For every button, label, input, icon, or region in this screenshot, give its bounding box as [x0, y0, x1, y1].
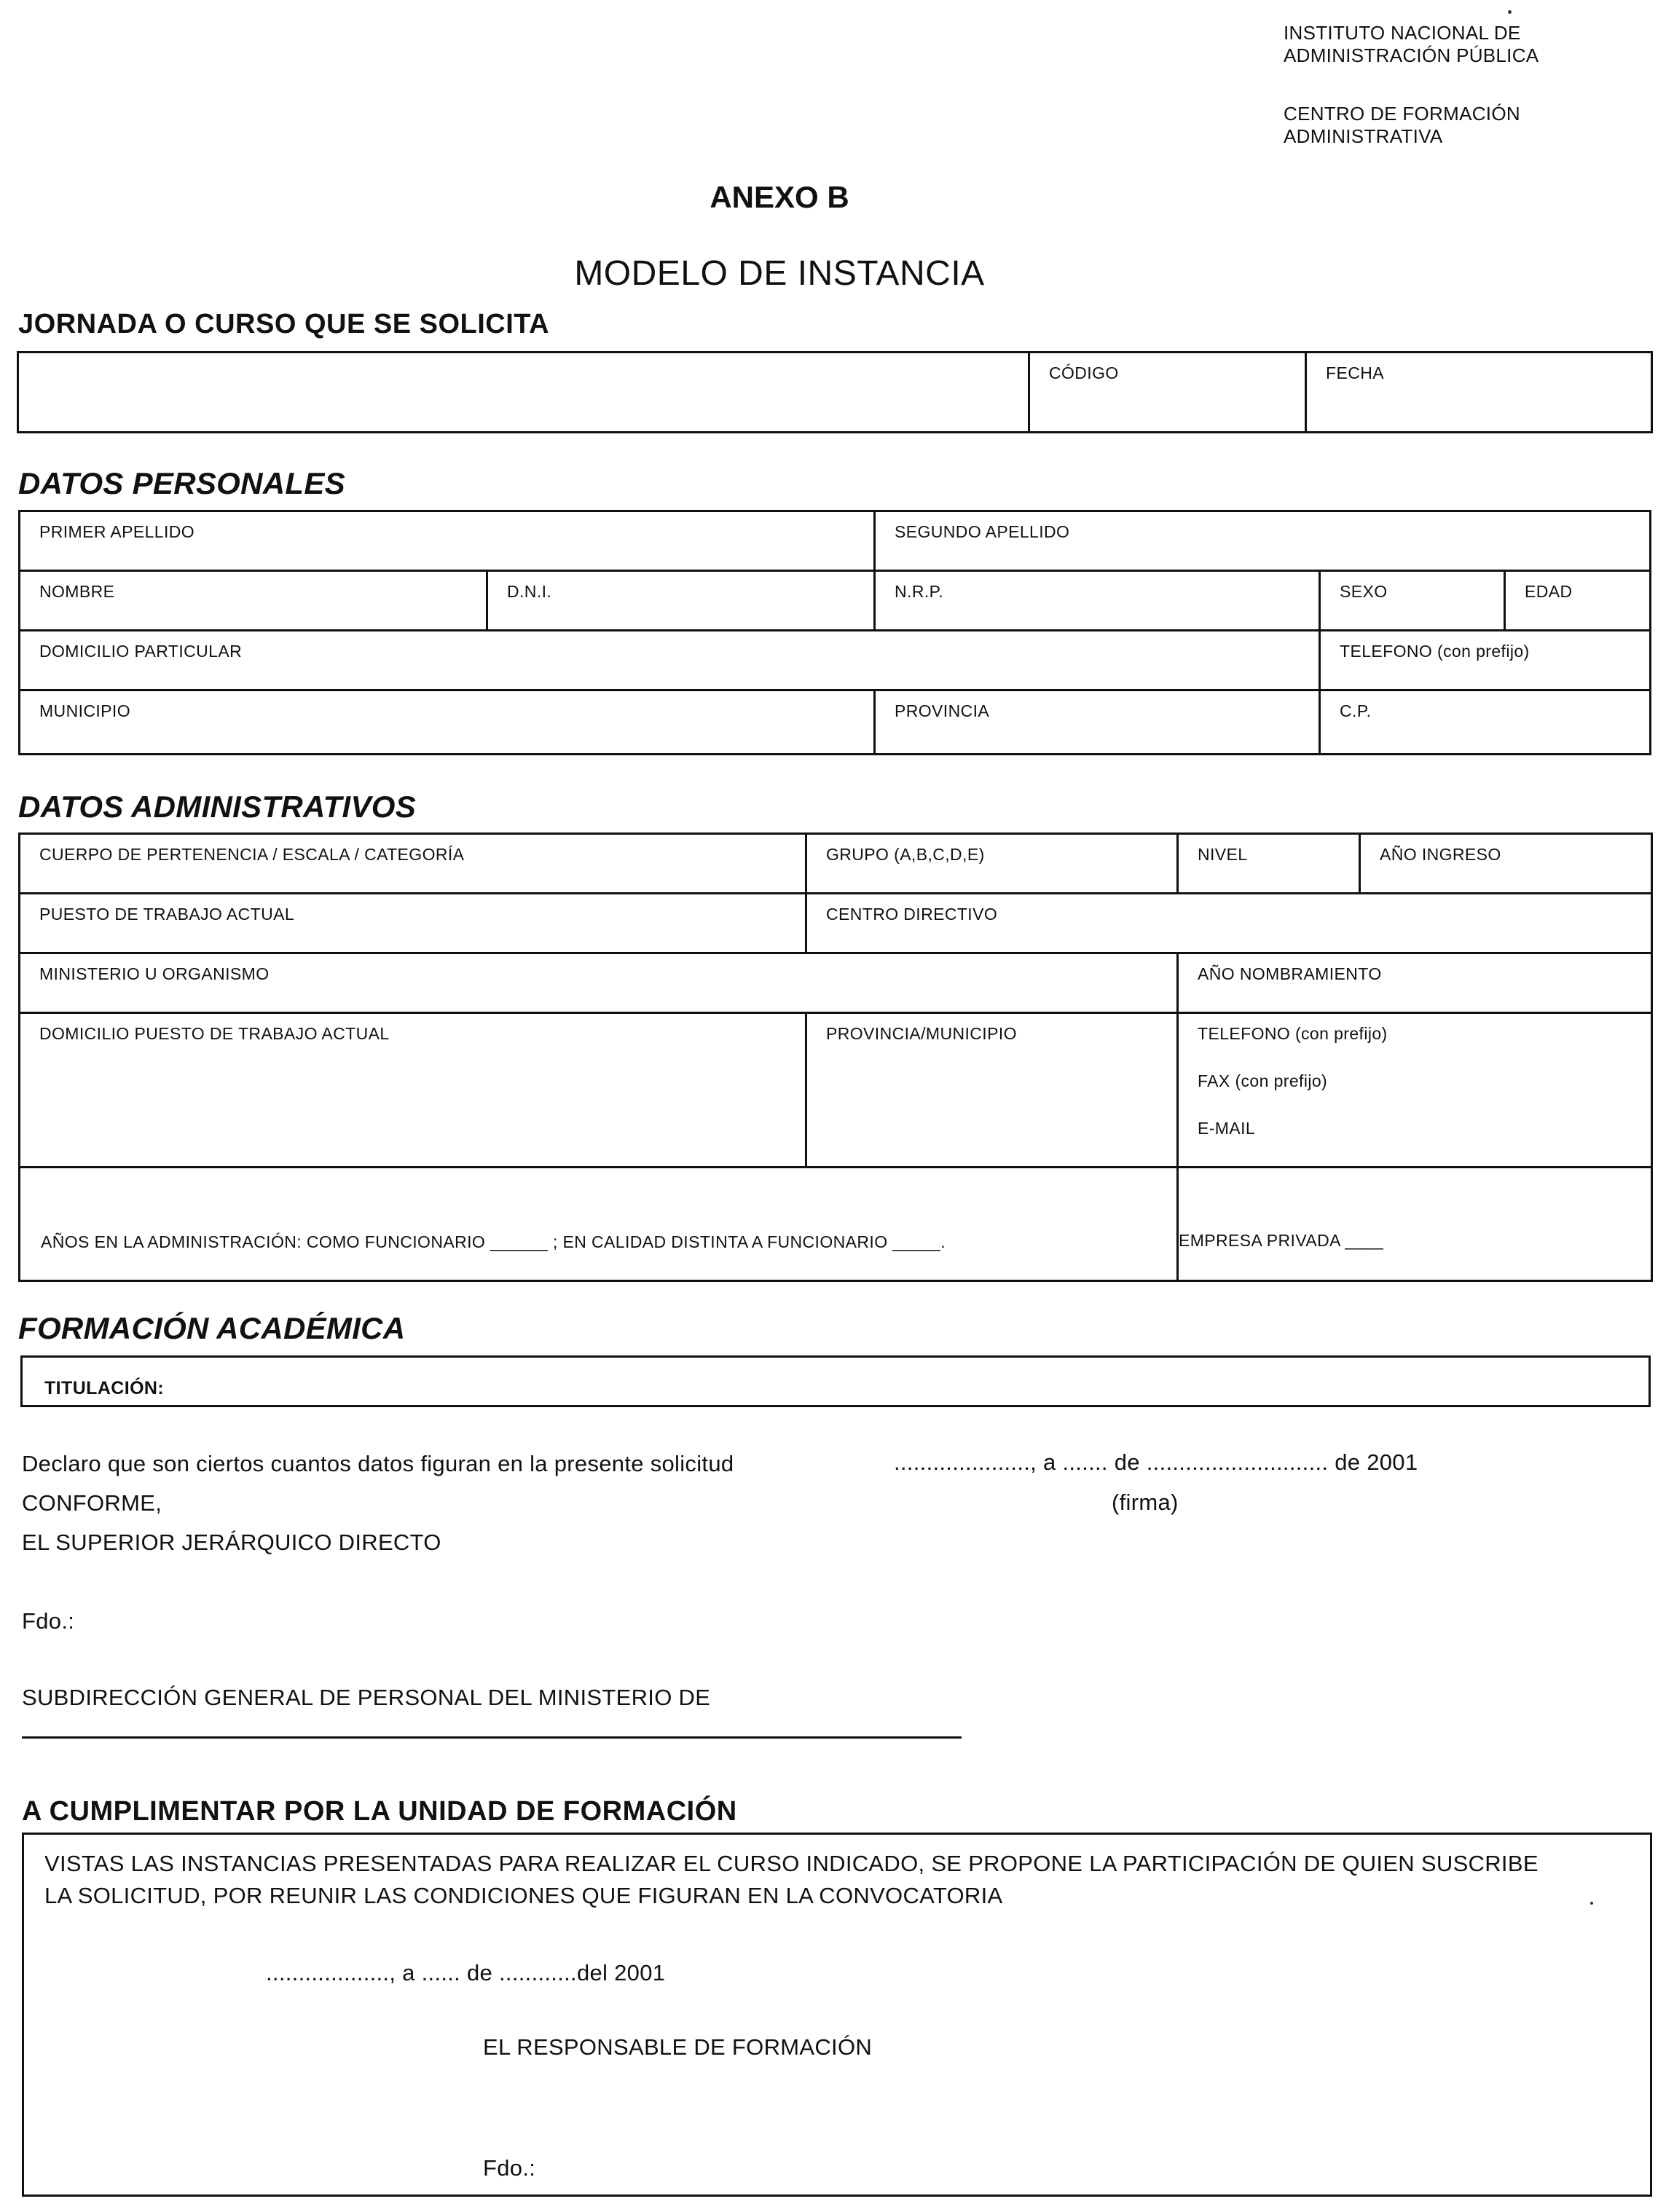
form-title: MODELO DE INSTANCIA: [574, 254, 985, 293]
domicilio-puesto-label: DOMICILIO PUESTO DE TRABAJO ACTUAL: [39, 1024, 390, 1043]
titulacion-label: TITULACIÓN:: [44, 1378, 165, 1398]
ministerio-field[interactable]: [20, 953, 1178, 1013]
centro-directivo-label: CENTRO DIRECTIVO: [826, 905, 998, 924]
ministerio-label: MINISTERIO U ORGANISMO: [39, 964, 270, 983]
course-name-field[interactable]: [18, 353, 1029, 433]
municipio-label: MUNICIPIO: [39, 701, 130, 720]
ministerio-signature-line[interactable]: [22, 1736, 962, 1739]
scan-speck: [1508, 10, 1512, 14]
primer-apellido-field[interactable]: [20, 511, 875, 571]
center-line-2: ADMINISTRATIVA: [1284, 125, 1443, 147]
cuerpo-label: CUERPO DE PERTENENCIA / ESCALA / CATEGORÍA: [39, 845, 465, 864]
training-text-line-1: VISTAS LAS INSTANCIAS PRESENTADAS PARA REALIZAR EL CURSO INDICADO, SE PROPONE LA PARTICIPACIÓN DE QUIEN SUSCRIBE: [44, 1851, 1539, 1876]
empresa-privada-field[interactable]: [1178, 1168, 1652, 1281]
grupo-field[interactable]: [806, 834, 1178, 894]
work-telefono-label: TELEFONO (con prefijo): [1198, 1024, 1388, 1043]
domicilio-label: DOMICILIO PARTICULAR: [39, 642, 243, 661]
center-line-1: CENTRO DE FORMACIÓN: [1284, 103, 1520, 125]
provincia-municipio-field[interactable]: [806, 1013, 1178, 1168]
nrp-label: N.R.P.: [895, 582, 944, 601]
fecha-label: FECHA: [1326, 363, 1384, 382]
training-text-line-2: LA SOLICITUD, POR REUNIR LAS CONDICIONES QUE FIGURAN EN LA CONVOCATORIA: [44, 1883, 1003, 1908]
telefono-field[interactable]: [1320, 631, 1651, 690]
declaration-date-line[interactable]: ....................., a ....... de ............................ de 2001: [894, 1449, 1418, 1475]
subdireccion-text: SUBDIRECCIÓN GENERAL DE PERSONAL DEL MINISTERIO DE: [22, 1685, 711, 1710]
segundo-apellido-field[interactable]: [875, 511, 1651, 571]
primer-apellido-label: PRIMER APELLIDO: [39, 522, 195, 541]
course-section-title: JORNADA O CURSO QUE SE SOLICITA: [18, 309, 550, 339]
sexo-field[interactable]: [1320, 571, 1505, 631]
declaro-text: Declaro que son ciertos cuantos datos figuran en la presente solicitud: [22, 1451, 734, 1476]
conforme-text: CONFORME,: [22, 1490, 162, 1516]
work-fax-label: FAX (con prefijo): [1198, 1071, 1328, 1090]
anos-admin-label: AÑOS EN LA ADMINISTRACIÓN: COMO FUNCIONARIO ______ ; EN CALIDAD DISTINTA A FUNCIONARIO _____.: [41, 1232, 946, 1251]
nivel-field[interactable]: [1178, 834, 1360, 894]
training-unit-box: [22, 1833, 1652, 2197]
centro-directivo-field[interactable]: [806, 894, 1652, 953]
edad-field[interactable]: [1505, 571, 1651, 631]
personal-table: [18, 510, 1651, 755]
cp-field[interactable]: [1320, 690, 1651, 755]
empresa-privada-label: EMPRESA PRIVADA ____: [1179, 1231, 1384, 1250]
domicilio-puesto-field[interactable]: [20, 1013, 806, 1168]
ano-nombramiento-field[interactable]: [1178, 953, 1652, 1013]
training-date-line[interactable]: ..................., a ...... de ............del 2001: [266, 1960, 666, 1985]
personal-section-title: DATOS PERSONALES: [18, 466, 345, 500]
superior-text: EL SUPERIOR JERÁRQUICO DIRECTO: [22, 1530, 441, 1555]
anos-admin-field[interactable]: [20, 1168, 1178, 1281]
admin-section-title: DATOS ADMINISTRATIVOS: [18, 790, 417, 824]
fecha-field[interactable]: [1306, 353, 1652, 433]
dni-field[interactable]: [487, 571, 875, 631]
work-email-label: E-MAIL: [1198, 1119, 1256, 1138]
cp-label: C.P.: [1340, 701, 1372, 720]
institute-name: [1284, 22, 1539, 67]
dni-label: D.N.I.: [507, 582, 552, 601]
institute-line-2: ADMINISTRACIÓN PÚBLICA: [1284, 44, 1539, 66]
responsable-text: EL RESPONSABLE DE FORMACIÓN: [483, 2034, 873, 2060]
nrp-field[interactable]: [875, 571, 1320, 631]
center-name: [1284, 103, 1520, 148]
provincia-label: PROVINCIA: [895, 701, 990, 720]
puesto-field[interactable]: [20, 894, 806, 953]
titulacion-field[interactable]: [20, 1355, 1651, 1407]
fdo-superior-text: Fdo.:: [22, 1608, 75, 1634]
edad-label: EDAD: [1525, 582, 1573, 601]
training-fdo-text: Fdo.:: [483, 2155, 536, 2181]
ano-ingreso-field[interactable]: [1360, 834, 1652, 894]
ano-nombramiento-label: AÑO NOMBRAMIENTO: [1198, 964, 1382, 983]
cuerpo-field[interactable]: [20, 834, 806, 894]
provincia-field[interactable]: [875, 690, 1320, 755]
sexo-label: SEXO: [1340, 582, 1388, 601]
academic-section-title: FORMACIÓN ACADÉMICA: [18, 1311, 406, 1345]
puesto-label: PUESTO DE TRABAJO ACTUAL: [39, 905, 295, 924]
provincia-municipio-label: PROVINCIA/MUNICIPIO: [826, 1024, 1017, 1043]
nivel-label: NIVEL: [1198, 845, 1248, 864]
nombre-label: NOMBRE: [39, 582, 115, 601]
course-table: [17, 351, 1653, 433]
scan-speck-2: [1590, 1902, 1593, 1905]
institute-line-1: INSTITUTO NACIONAL DE: [1284, 22, 1521, 44]
telefono-label: TELEFONO (con prefijo): [1340, 642, 1530, 661]
training-section-title: A CUMPLIMENTAR POR LA UNIDAD DE FORMACIÓN: [22, 1796, 737, 1827]
grupo-label: GRUPO (A,B,C,D,E): [826, 845, 985, 864]
annex-title: ANEXO B: [710, 180, 849, 214]
firma-text: (firma): [1112, 1489, 1179, 1515]
codigo-field[interactable]: [1029, 353, 1306, 433]
contact-field[interactable]: [1178, 1013, 1652, 1168]
municipio-field[interactable]: [20, 690, 875, 755]
domicilio-field[interactable]: [20, 631, 1320, 690]
ano-ingreso-label: AÑO INGRESO: [1380, 845, 1501, 864]
segundo-apellido-label: SEGUNDO APELLIDO: [895, 522, 1070, 541]
nombre-field[interactable]: [20, 571, 487, 631]
codigo-label: CÓDIGO: [1049, 363, 1119, 382]
admin-table: [18, 833, 1653, 1282]
